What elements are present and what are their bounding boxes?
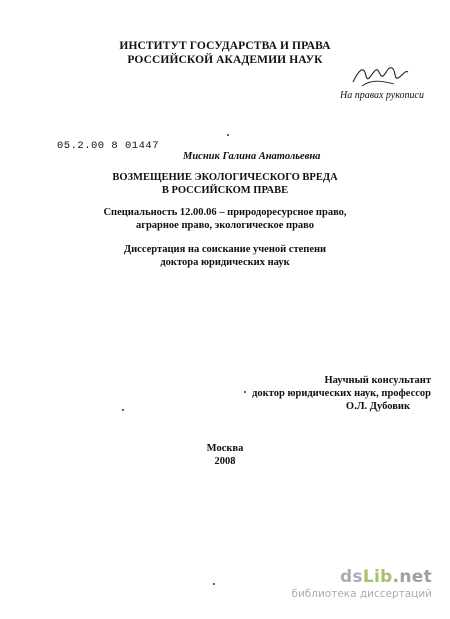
dslib-watermark <box>291 567 432 600</box>
year: 2008 <box>214 456 236 467</box>
consultant-role: Научный консультант <box>324 375 431 386</box>
watermark-logo-net: .net <box>392 567 432 587</box>
watermark-logo-lib: Lib <box>362 567 393 587</box>
institute-name-line2: РОССИЙСКОЙ АКАДЕМИИ НАУК <box>127 54 323 66</box>
city: Москва <box>206 443 244 454</box>
scan-speck <box>122 409 124 411</box>
scan-speck <box>213 583 215 585</box>
dissertation-degree-line1: Диссертация на соискание ученой степени <box>123 244 327 255</box>
author-name: Мисник Галина Анатольевна <box>183 151 321 162</box>
consultant-degree: доктор юридических наук, профессор <box>252 388 431 399</box>
watermark-logo-ds: ds <box>339 567 363 587</box>
specialty-line2: аграрное право, экологическое право <box>135 220 315 231</box>
consultant-name: О.Л. Дубовик <box>345 401 410 412</box>
rights-note: На правах рукописи <box>340 90 424 101</box>
thesis-title-line1: ВОЗМЕЩЕНИЕ ЭКОЛОГИЧЕСКОГО ВРЕДА <box>112 172 338 183</box>
thesis-title-line2: В РОССИЙСКОМ ПРАВЕ <box>161 185 289 196</box>
specialty-line1: Специальность 12.00.06 – природоресурсное право, <box>103 207 347 218</box>
scan-speck <box>244 391 246 393</box>
watermark-subtitle: библиотека диссертаций <box>291 588 432 600</box>
archive-code-text: 05.2.00 8 01447 <box>57 140 160 152</box>
dissertation-degree-line2: доктора юридических наук <box>160 257 290 268</box>
institute-name-line1: ИНСТИТУТ ГОСУДАРСТВА И ПРАВА <box>119 40 331 52</box>
scan-speck <box>227 134 229 136</box>
archive-code <box>57 140 159 152</box>
watermark-logo <box>291 567 432 587</box>
